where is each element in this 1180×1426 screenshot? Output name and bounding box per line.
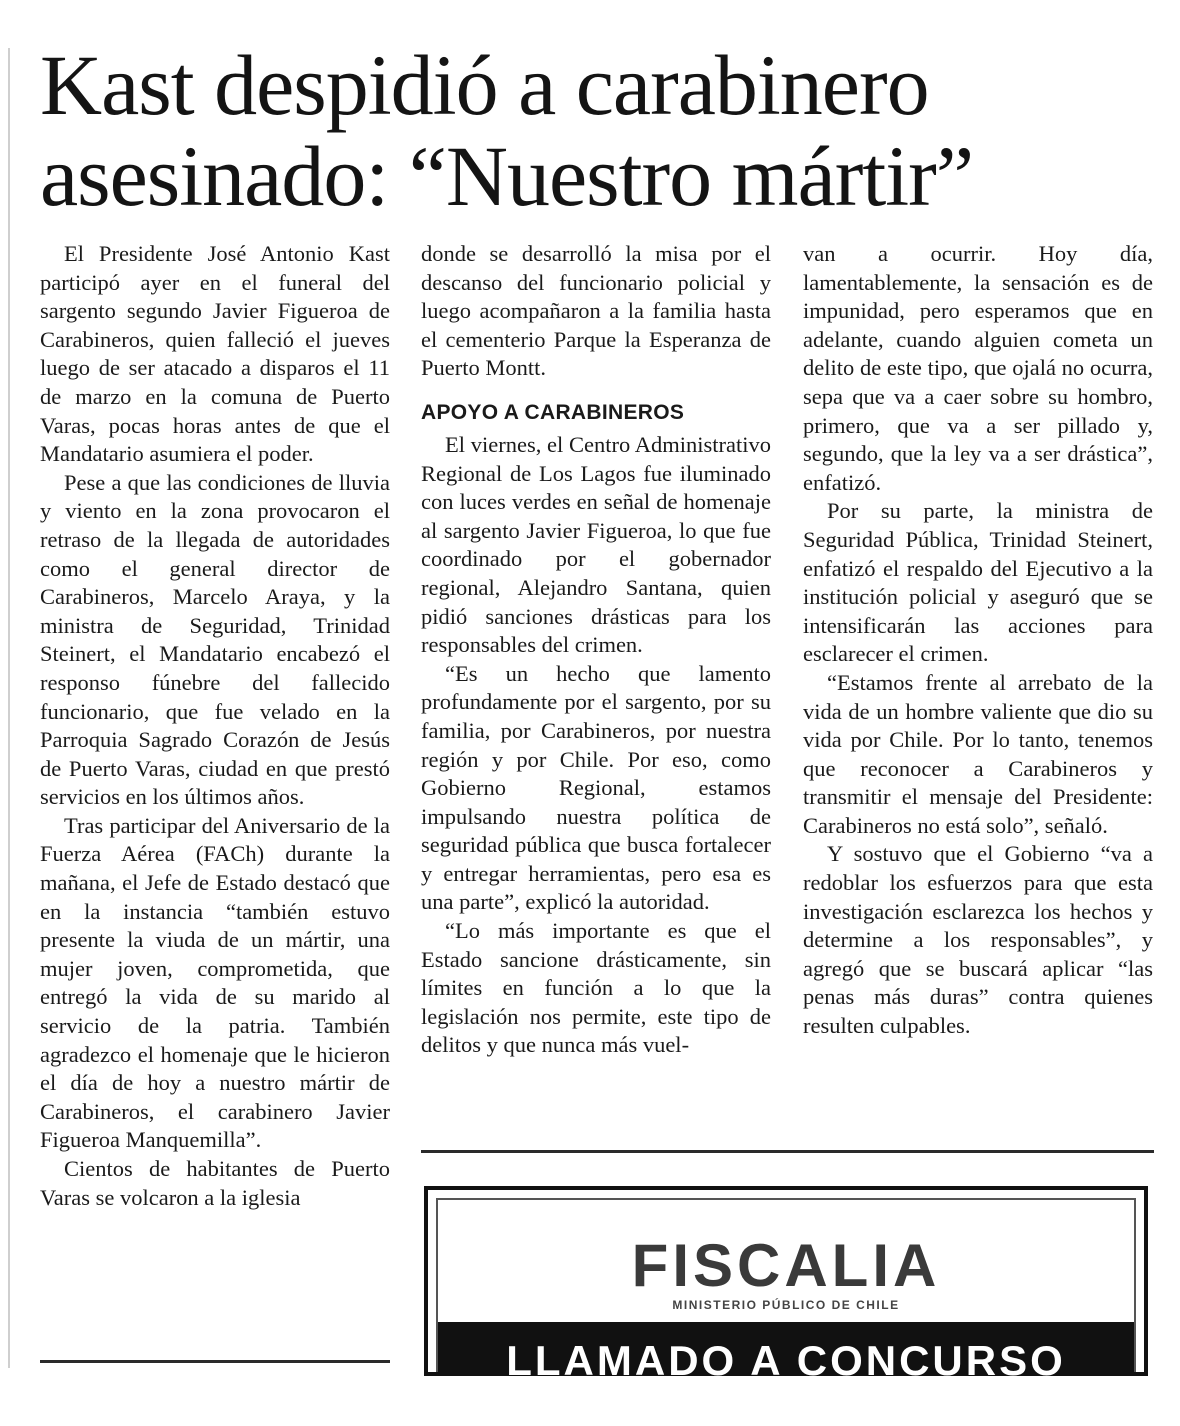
paragraph: Por su parte, la ministra de Seguridad Pública, Trinidad Steinert, enfatizó el respaldo del Ejecutivo a la institución policial y aseguró que se intensificarán las acciones para esclarecer el crimen. bbox=[803, 498, 1153, 667]
section-divider bbox=[421, 1150, 1154, 1153]
paragraph: Pese a que las condiciones de lluvia y viento en la zona provocaron el retraso de la llegada de autoridades como el general director de Carabineros, Marcelo Araya, y la ministra de Seguridad, Trinidad Steinert, el Mandatario encabezó el responso fúnebre del fallecido funcionario, que fue velado en la Parroquia Sagrado Corazón de Jesús de Puerto Varas, ciudad en que prestó servicios en los últimos años. bbox=[40, 469, 390, 810]
paragraph-continued: van a ocurrir. Hoy día, lamentablemente, la sensación es de impunidad, pero esperamos que en adelante, cuando alguien cometa un delito de este tipo, que ojalá no ocurra, sepa que va a caer sobre su hombro, primero, que va a ser pillado y, segundo, que la ley va a ser drástica”, enfatizó. bbox=[803, 241, 1153, 495]
logo-subtitle: MINISTERIO PÚBLICO DE CHILE bbox=[672, 1298, 900, 1312]
paragraph: Y sostuvo que el Gobierno “va a redoblar los esfuerzos para que esta investigación esclarezca los hechos y determine a los responsables”, y agregó que se buscará aplicar “las penas más duras” contra quienes resulten culpables. bbox=[803, 841, 1153, 1039]
paragraph: Cientos de habitantes de Puerto Varas se volcaron a la iglesia bbox=[40, 1156, 390, 1210]
paragraph: “Estamos frente al arrebato de la vida de un hombre valiente que dio su vida por Chile. Por lo tanto, tenemos que reconocer a Carabineros y transmitir el mensaje del Presidente: Carabineros no está solo”, señaló. bbox=[803, 669, 1153, 838]
article-column-3 bbox=[803, 240, 1153, 1041]
article-column-2 bbox=[421, 240, 771, 1060]
ad-banner-text: LLAMADO A CONCURSO PÚBLICO bbox=[506, 1337, 1066, 1426]
paragraph: “Lo más importante es que el Estado sancione drásticamente, sin límites en función a lo que la legislación nos permite, este tipo de delitos y que nunca más vuel- bbox=[421, 918, 771, 1058]
paragraph: El viernes, el Centro Administrativo Regional de Los Lagos fue iluminado con luces verdes en señal de homenaje al sargento Javier Figueroa, lo que fue coordinado por el gobernador regional, Alejandro Santana, quien pidió sanciones drásticas para los responsables del crimen. bbox=[421, 431, 771, 658]
ad-frame bbox=[436, 1198, 1136, 1426]
ad-banner bbox=[438, 1322, 1134, 1426]
bottom-rule bbox=[40, 1360, 390, 1363]
paragraph: “Es un hecho que lamento profundamente por el sargento, por su familia, por Carabineros, por nuestra región y por Chile. Por eso, como Gobierno Regional, estamos impulsando nuestra política de seguridad pública que busca fortalecer y entregar herramientas, pero esa es una parte”, explicó la autoridad. bbox=[421, 660, 771, 915]
paragraph: Tras participar del Aniversario de la Fuerza Aérea (FACh) durante la mañana, el Jefe de Estado destacó que en la instancia “también estuvo presente la viuda de un mártir, una mujer joven, comprometida, que entregó la vida de su marido al servicio de la patria. También agradezco el homenaje que le hicieron el día de hoy a nuestro mártir de Carabineros, el carabinero Javier Figueroa Manquemilla”. bbox=[40, 812, 390, 1153]
fiscalia-advertisement bbox=[424, 1186, 1148, 1426]
paragraph: El Presidente José Antonio Kast participó ayer en el funeral del sargento segundo Javier Figueroa de Carabineros, quien falleció el jueves luego de ser atacado a disparos el 11 de marzo en la comuna de Puerto Varas, pocas horas antes de que el Mandatario asumiera el poder. bbox=[40, 241, 390, 467]
headline: Kast despidió a carabinero asesinado: “Nuestro mártir” bbox=[40, 37, 973, 224]
fiscalia-logo: FISCALIA bbox=[631, 1232, 941, 1299]
paragraph-continued: donde se desarrolló la misa por el descanso del funcionario policial y luego acompañaron a la familia hasta el cementerio Parque la Esperanza de Puerto Montt. bbox=[421, 241, 771, 381]
page-edge-rule bbox=[8, 48, 10, 1368]
article-column-1 bbox=[40, 240, 390, 1212]
section-subhead: APOYO A CARABINEROS bbox=[421, 400, 685, 424]
